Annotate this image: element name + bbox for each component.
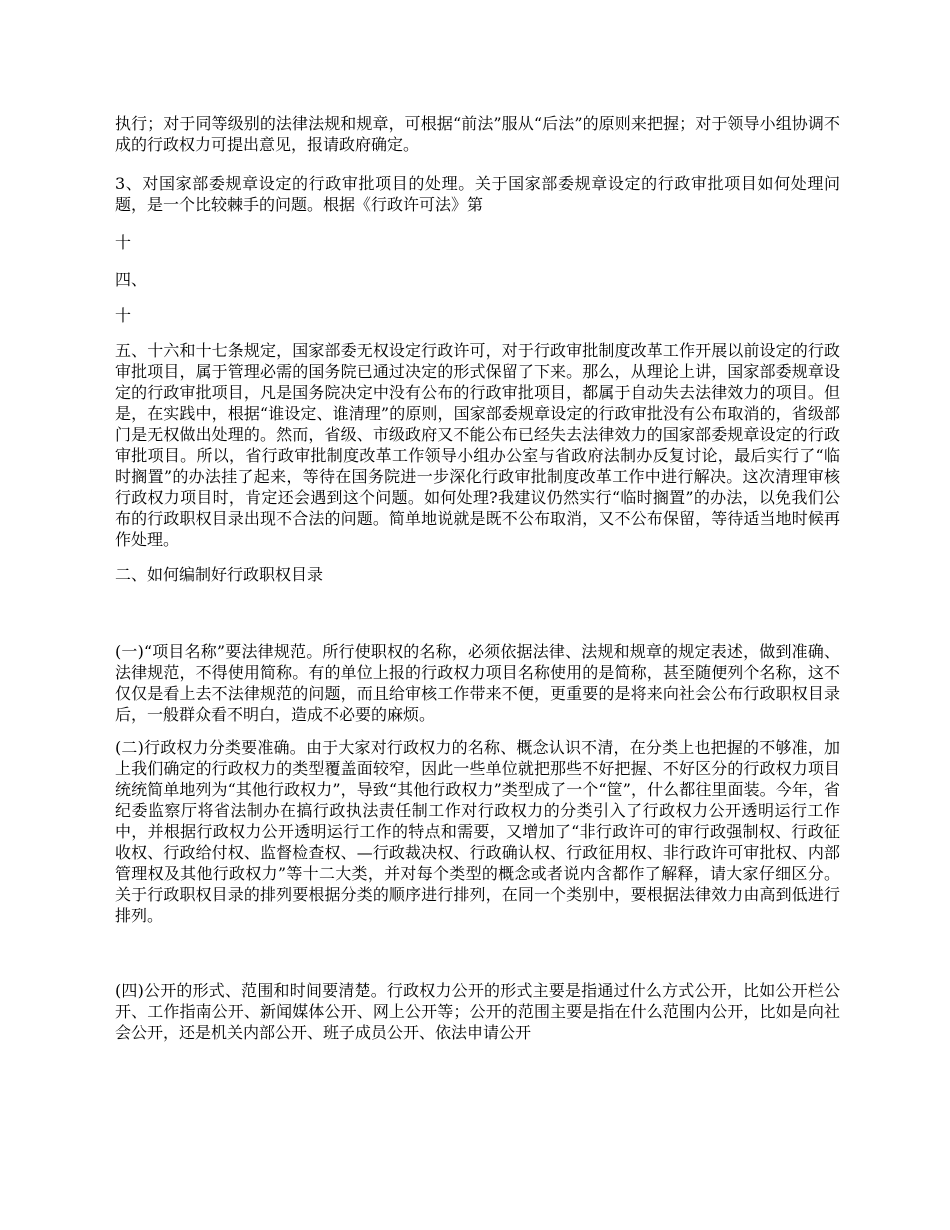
section-heading-directory: 二、如何编制好行政职权目录: [115, 565, 324, 584]
paragraph-disclosure-form: (四)公开的形式、范围和时间要清楚。行政权力公开的形式主要是指通过什么方式公开，比如公开栏公开、工作指南公开、新闻媒体公开、网上公开等；公开的范围主要是指在什么范围内公开，比如是向社会公开，还是机关内部公开、班子成员公开、依法申请公开: [115, 981, 840, 1042]
document-page: [115, 113, 840, 1043]
paragraph-fragment-ten-second: 十: [115, 306, 132, 325]
paragraph-item-name: (一)“项目名称”要法律规范。所行使职权的名称，必须依据法律、法规和规章的规定表述，做到准确、法律规范，不得使用简称。有的单位上报的行政权力项目名称使用的是简称，甚至随便列个名称，这不仅仅是看上去不法律规范的问题，而且给审核工作带来不便，更重要的是将来向社会公布行政职权目录后，一般群众看不明白，造成不必要的麻烦。: [115, 642, 840, 724]
paragraph-ministry-rules: 3、对国家部委规章设定的行政审批项目的处理。关于国家部委规章设定的行政审批项目如何处理问题，是一个比较棘手的问题。根据《行政许可法》第: [115, 174, 840, 214]
paragraph-fragment-ten: 十: [115, 233, 132, 252]
paragraph-articles-16-17: 五、十六和十七条规定，国家部委无权设定行政许可，对于行政审批制度改革工作开展以前设定的行政审批项目，属于管理必需的国务院已通过决定的形式保留了下来。那么，从理论上讲，国家部委规章设定的行政审批项目，凡是国务院决定中没有公布的行政审批项目，都属于自动失去法律效力的项目。但是，在实践中，根据“谁设定、谁清理”的原则，国家部委规章设定的行政审批没有公布取消的，省级部门是无权做出处理的。然而，省级、市级政府又不能公布已经失去法律效力的国家部委规章设定的行政审批项目。所以，省行政审批制度改革工作领导小组办公室与省政府法制办反复讨论，最后实行了“临时搁置”的办法挂了起来，等待在国务院进一步深化行政审批制度改革工作中进行解决。这次清理审核行政权力项目时，肯定还会遇到这个问题。如何处理?我建议仍然实行“临时搁置”的办法，以免我们公布的行政职权目录出现不合法的问题。简单地说就是既不公布取消，又不公布保留，等待适当地时候再作处理。: [115, 341, 840, 549]
paragraph-power-classification: (二)行政权力分类要准确。由于大家对行政权力的名称、概念认识不清，在分类上也把握的不够准，加上我们确定的行政权力的类型覆盖面较窄，因此一些单位就把那些不好把握、不好区分的行政权力项目统统简单地列为“其他行政权力”，导致“其他行政权力”类型成了一个“筐”，什么都往里面装。今年，省纪委监察厅将省法制办在搞行政执法责任制工作对行政权力的分类引入了行政权力公开透明运行工作中，并根据行政权力公开透明运行工作的特点和需要，又增加了“非行政许可的审行政强制权、行政征收权、行政给付权、监督检查权、—行政裁决权、行政确认权、行政征用权、非行政许可审批权、内部管理权及其他行政权力”等十二大类，并对每个类型的概念或者说内含都作了解释，请大家仔细区分。关于行政职权目录的排列要根据分类的顺序进行排列，在同一个类别中，要根据法律效力由高到低进行排列。: [115, 738, 840, 925]
paragraph-fragment-four: 四、: [115, 270, 148, 289]
paragraph-execution-rules: 执行；对于同等级别的法律法规和规章，可根据“前法”服从“后法”的原则来把握；对于领导小组协调不成的行政权力可提出意见，报请政府确定。: [115, 114, 840, 154]
